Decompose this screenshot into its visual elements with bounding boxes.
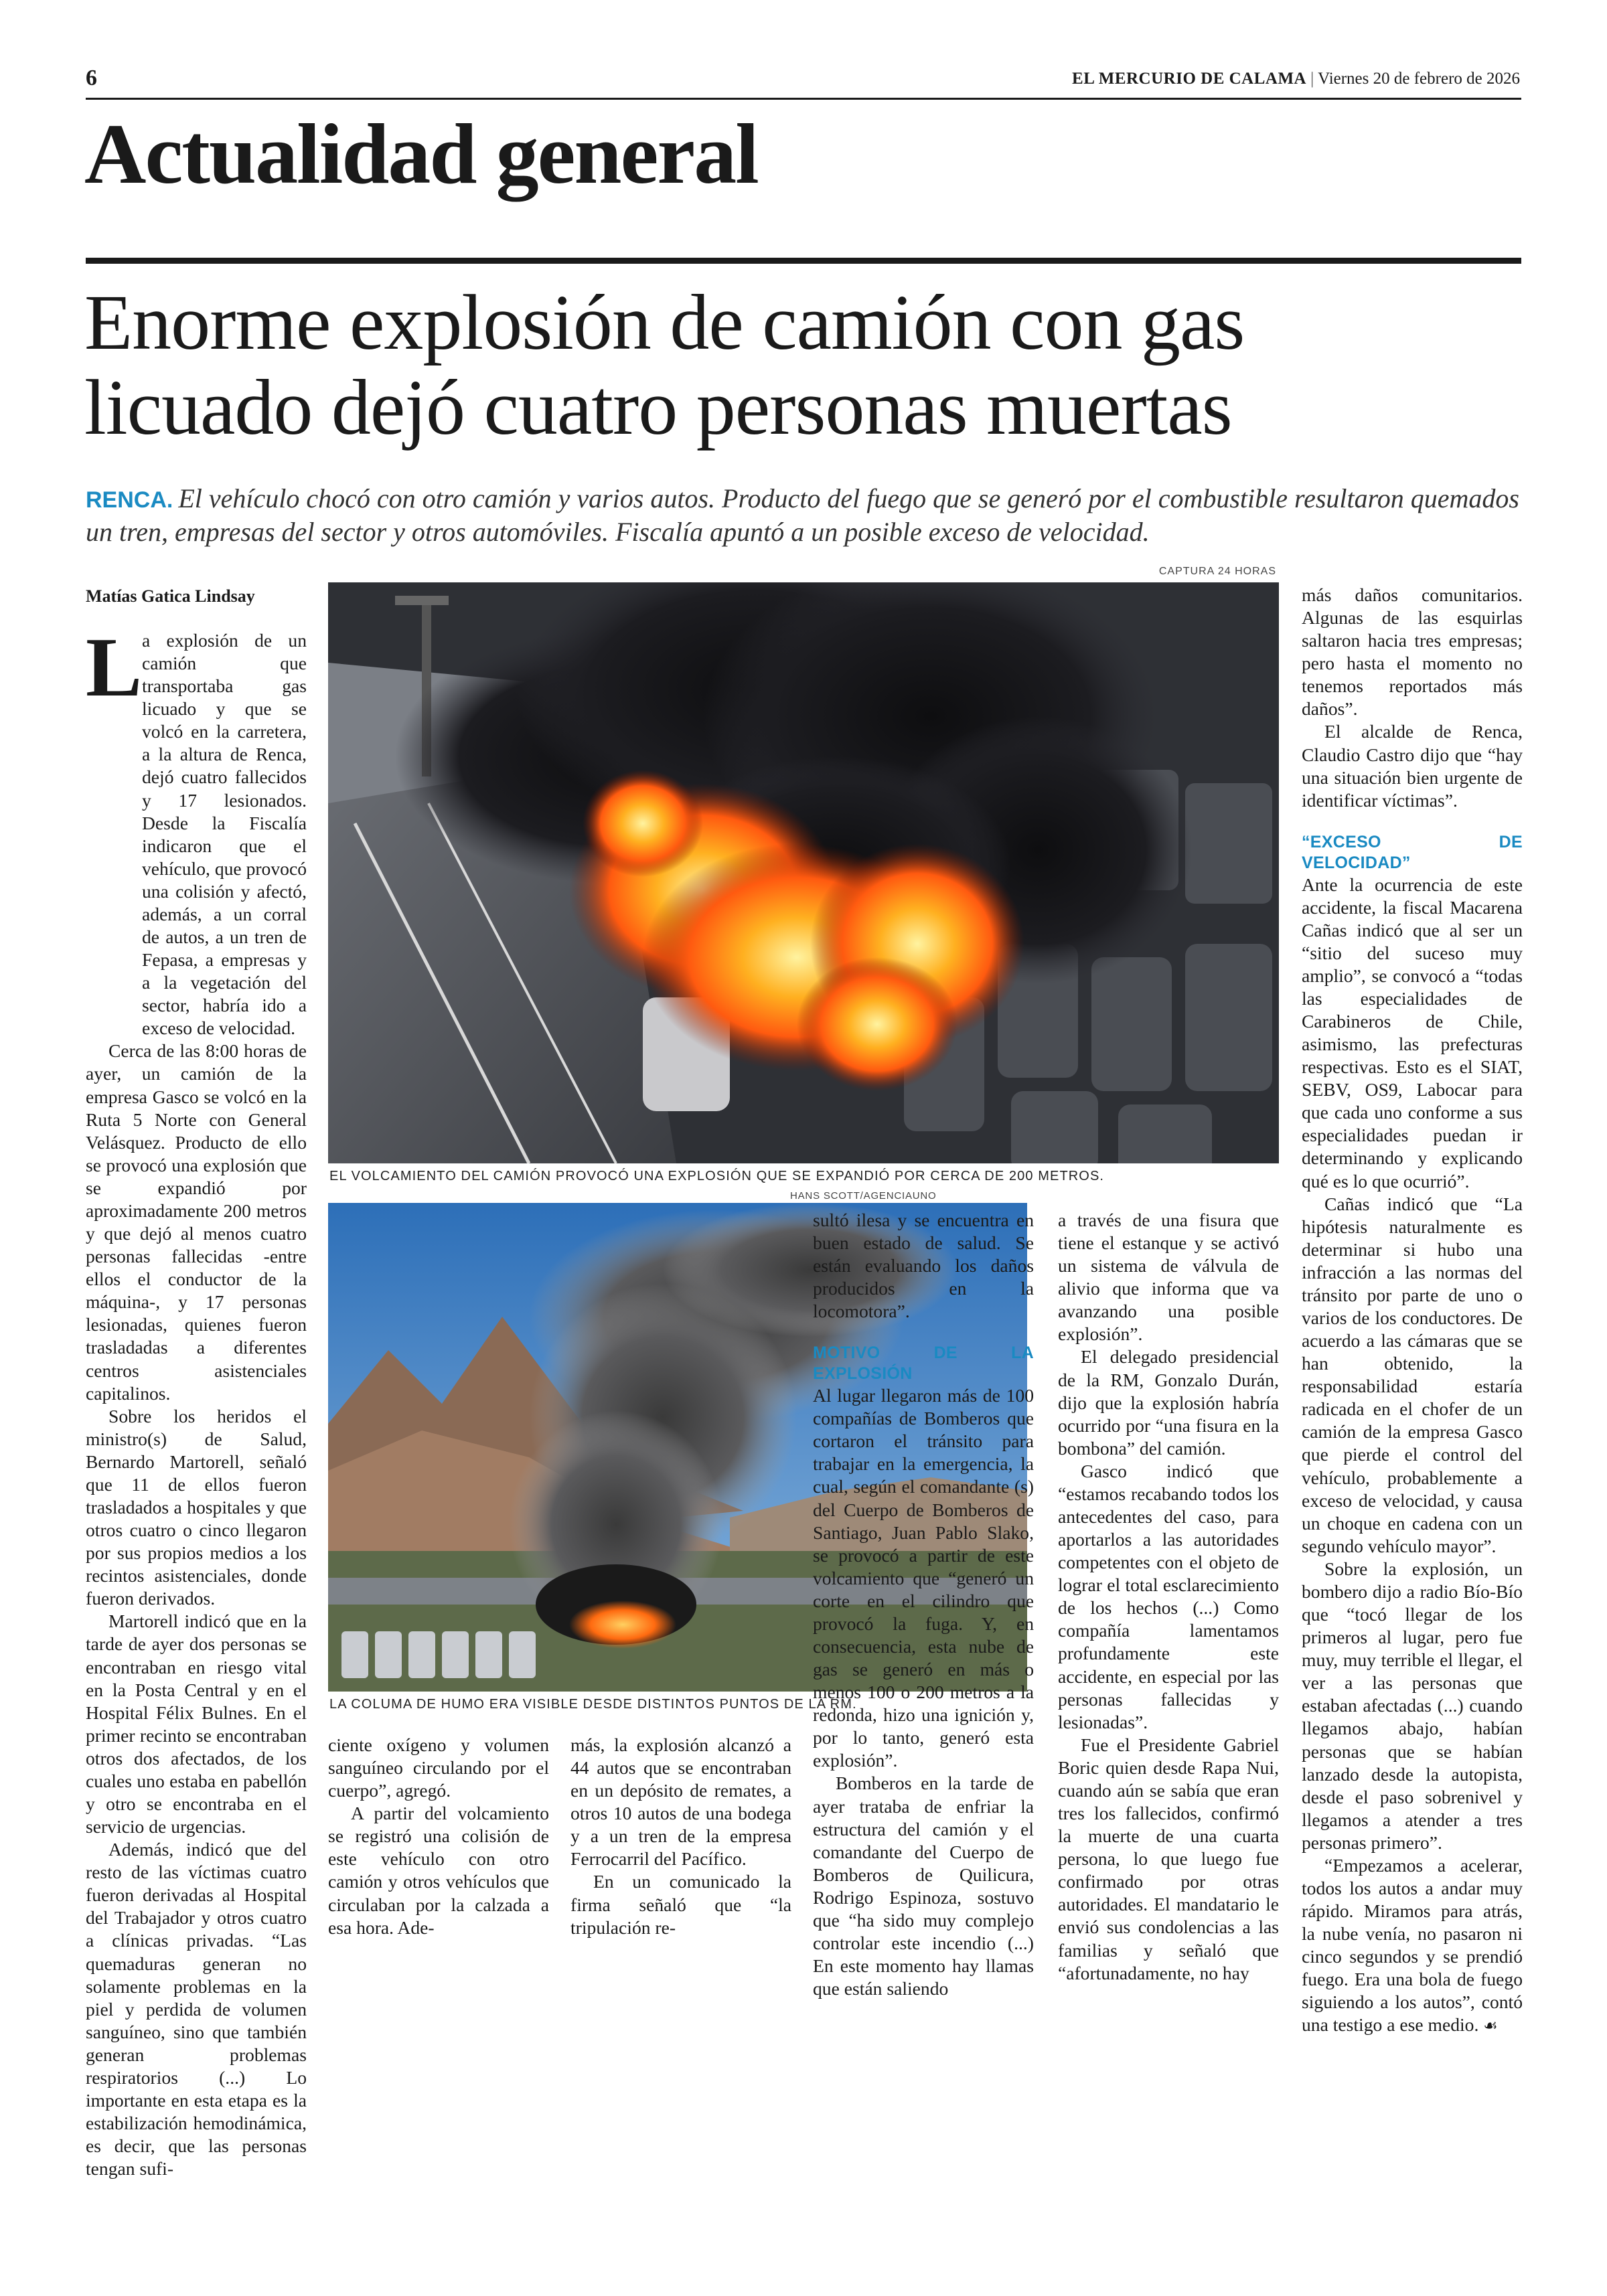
end-mark-icon: ☙ [1483,2016,1498,2036]
deck-location: RENCA. [86,487,173,513]
issue-date: Viernes 20 de febrero de 2026 [1318,70,1520,88]
headline-line-1: Enorme explosión de camión con gas [84,278,1245,366]
subhead-motivo: MOTIVO DE LA EXPLOSIÓN [813,1343,1034,1384]
paragraph: Gasco indicó que “estamos recabando todos los antecedentes del caso, para aportarlos a las autoridades competentes con el objeto de lograr el total esclarecimiento de los hechos (...) Como compañía lamentamos profundamente este accidente, en especial por las personas fallecidas y lesionadas”. [1058,1460,1279,1732]
paragraph [1302,1854,1523,2037]
page-number: 6 [86,66,97,90]
main-photo-credit: CAPTURA 24 HORAS [1158,566,1276,577]
truck-explosion-photo [328,582,1279,1163]
paragraph: Además, indicó que del resto de las víctimas cuatro fueron derivadas al Hospital del Trabajador y otros cuatro a clínicas privadas. “Las quemaduras generan no solamente problemas en la piel y perdida de volumen sanguíneo, sino que también generan problemas respiratorios (...) Lo importante en esta etapa es la estabilización hemodinámica, es decir, que las personas tengan sufi- [86,1839,307,2180]
article-column-3 [570,1734,791,1939]
section-title: Actualidad general [84,106,758,201]
article-column-2 [328,1734,549,1939]
paragraph: a través de una fisura que tiene el estanque y se activó un sistema de válvula de alivio que informa que va avanzando una posible explosión”. [1058,1210,1279,1345]
paragraph: ciente oxígeno y volumen sanguíneo circulando por el cuerpo”, agregó. [328,1734,549,1801]
paragraph: más, la explosión alcanzó a 44 autos que se encontraban en un depósito de remates, a otros 10 autos de una bodega y a un tren de la empresa Ferrocarril del Pacífico. [570,1734,791,1870]
paragraph: a explosión de un camión que transportaba gas licuado y que se volcó en la carretera, a la altura de Renca, dejó cuatro fallecidos y 17 lesionados. Desde la Fiscalía indicaron que el vehículo, que provocó una colisión y afectó, además, a un corral de autos, a un tren de Fepasa, a empresas y a la vegetación del sector, habría ido a exceso de velocidad. [142,630,307,1039]
paragraph: Cañas indicó que “La hipótesis naturalmente es determinar si hubo una infracción a las normas del tránsito por parte de uno o varios de los conductores. De acuerdo a las cámaras que se han obtenido, la responsabilidad estaría radicada en el chofer de un camión de la empresa Gasco que pierde el control del vehículo, probablemente a exceso de velocidad, y causa un choque en cadena con un segundo vehículo mayor”. [1302,1193,1523,1556]
publication-name: EL MERCURIO DE CALAMA [1072,70,1307,88]
subhead-exceso: “EXCESO DE VELOCIDAD” [1302,832,1523,872]
masthead [1072,70,1520,88]
masthead-separator: | [1310,70,1314,88]
paragraph: Sobre la explosión, un bombero dijo a radio Bío-Bío que “tocó llegar de los primeros al lugar, pero fue muy, muy terrible el llegar, el ver a las personas que estaban afectadas (...) cuando llegamos abajo, habían personas que se habían lanzado desde la autopista, desde el paso sobrenivel y llegamos a atender a tres personas primero”. [1302,1558,1523,1853]
paragraph: Bomberos en la tarde de ayer trataba de enfriar la estructura del camión y el comandante del Cuerpo de Bomberos de Quilicura, Rodrigo Espinoza, sostuvo que “ha sido muy complejo controlar este incendio (...) En este momento hay llamas que están saliendo [813,1773,1034,1999]
paragraph: El alcalde de Renca, Claudio Castro dijo que “hay una situación bien urgente de identificar víctimas”. [1302,721,1523,811]
main-photo-caption: EL VOLCAMIENTO DEL CAMIÓN PROVOCÓ UNA EXPLOSIÓN QUE SE EXPANDIÓ POR CERCA DE 200 METROS. [329,1169,1105,1183]
paragraph-text: “Empezamos a acelerar, todos los autos a andar muy rápido. Miramos para atrás, la nube venía, no pasaron ni cinco segundos y se prendió fuego. Era una bola de fuego siguiendo a los autos”, contó una testigo a ese medio. [1302,1854,1523,2036]
paragraph: Cerca de las 8:00 horas de ayer, un camión de la empresa Gasco se volcó en la Ruta 5 Norte con General Velásquez. Producto de ello se provocó una explosión que se expandió por aproximadamente 200 metros y que dejó al menos cuatro personas fallecidas -entre ellos el conductor de la máquina-, y 17 personas lesionadas, quienes fueron trasladadas a diferentes centros asistenciales capitalinos. [86,1040,307,1404]
drop-cap: L [86,621,143,714]
paragraph: A partir del volcamiento se registró una colisión de este vehículo con otro camión y otros vehículos que circulaban por la calzada a esa hora. Ade- [328,1803,549,1938]
deck [86,482,1525,550]
secondary-photo-credit: HANS SCOTT/AGENCIAUNO [790,1190,937,1202]
byline: Matías Gatica Lindsay [86,586,255,606]
article-column-4 [813,1209,1034,2000]
paragraph: sultó ilesa y se encuentra en buen estado de salud. Se están evaluando los daños producidos en la locomotora”. [813,1210,1034,1322]
paragraph: Martorell indicó que en la tarde de ayer dos personas se encontraban en riesgo vital en la Posta Central y en el Hospital Félix Bulnes. En el primer recinto se encontraban otros dos afectados, de los cuales uno estaba en pabellón y otro se encontraba en el servicio de urgencias. [86,1611,307,1837]
paragraph: El delegado presidencial de la RM, Gonzalo Durán, dijo que la explosión habría ocurrido por “una fisura en la bombona” del camión. [1058,1346,1279,1459]
paragraph: Sobre los heridos el ministro(s) de Salud, Bernardo Martorell, señaló que 11 de ellos fueron trasladados a hospitales y que otros cuatro o cinco llegaron por sus propios medios a los recintos asistenciales, donde fueron derivados. [86,1405,307,1609]
paragraph: Ante la ocurrencia de este accidente, la fiscal Macarena Cañas indicó que al ser un “sitio del suceso muy amplio”, se convocó a “todas las especialidades de Carabineros de Chile, asimismo, las prefecturas respectivas. Esto es el SIAT, SEBV, OS9, Labocar para que cada uno conforme a sus especialidades puedan ir determinando y explicando qué es lo que ocurrió”. [1302,874,1523,1192]
paragraph: más daños comunitarios. Algunas de las esquirlas saltaron hacia tres empresas; pero hasta el momento no tenemos reportados más daños”. [1302,584,1523,720]
paragraph: En un comunicado la firma señaló que “la tripulación re- [570,1871,791,1938]
paragraph: Al lugar llegaron más de 100 compañías de Bomberos que cortaron el tránsito para trabajar en la emergencia, la cual, según el comandante (s) del Cuerpo de Bomberos de Santiago, Juan Pablo Slako, se provocó a partir de este volcamiento que “generó un corte en el cilindro que provocó la fuga. Y, en consecuencia, esta nube de gas se generó en más o menos 100 o 200 metros a la redonda, hizo una ignición y, por lo tanto, generó esta explosión”. [813,1385,1034,1771]
headline-line-2: licuado dejó cuatro personas muertas [84,363,1232,452]
headline [84,280,1531,450]
secondary-photo-caption: LA COLUMA DE HUMO ERA VISIBLE DESDE DISTINTOS PUNTOS DE LA RM. [329,1697,857,1712]
deck-text: El vehículo chocó con otro camión y varios autos. Producto del fuego que se generó por el combustible resultaron quemados un tren, empresas del sector y otros automóviles. Fiscalía apuntó a un posible exceso de velocidad. [86,483,1519,548]
top-rule [86,98,1521,100]
article-column-6 [1302,584,1523,2037]
article-column-1 [86,621,307,2180]
article-column-5 [1058,1209,1279,1985]
headline-rule [86,258,1521,264]
paragraph: Fue el Presidente Gabriel Boric quien desde Rapa Nui, cuando aún se sabía que eran tres los fallecidos, confirmó la muerte de una cuarta persona, lo que luego fue confirmado por otras autoridades. El mandatario le envió sus condolencias a las familias y señaló que “afortunadamente, no hay [1058,1734,1279,1983]
